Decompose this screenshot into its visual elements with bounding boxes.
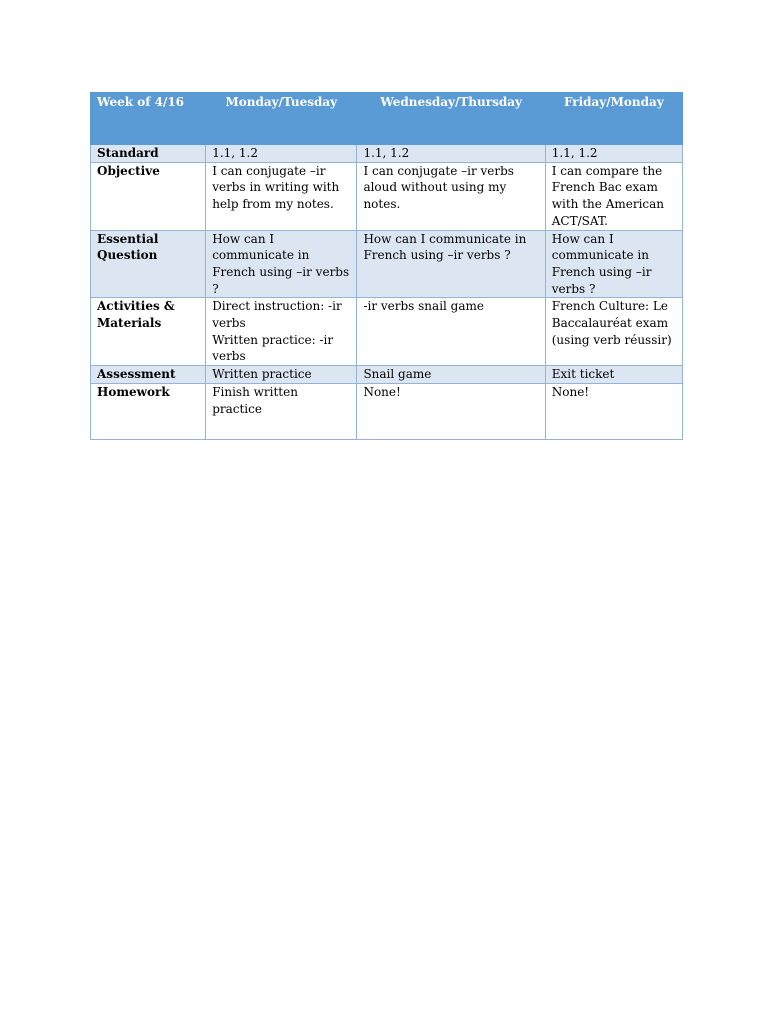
- cell: Snail game: [357, 366, 545, 384]
- cell: 1.1, 1.2: [357, 145, 545, 163]
- row-essential-question: [91, 230, 683, 298]
- row-label: Objective: [91, 162, 206, 230]
- row-label: Homework: [91, 383, 206, 439]
- row-label: Standard: [91, 145, 206, 163]
- cell: I can conjugate –ir verbs aloud without using my notes.: [357, 162, 545, 230]
- header-row: [91, 93, 683, 145]
- header-friday-monday: Friday/Monday: [545, 93, 682, 145]
- cell: Written practice: [206, 366, 357, 384]
- row-label: Activities & Materials: [91, 298, 206, 366]
- lesson-plan-table: [90, 92, 683, 440]
- row-label: Assessment: [91, 366, 206, 384]
- cell: How can I communicate in French using –ir verbs ?: [545, 230, 682, 298]
- header-week: Week of 4/16: [91, 93, 206, 145]
- row-label: Essential Question: [91, 230, 206, 298]
- row-activities-materials: [91, 298, 683, 366]
- cell: Exit ticket: [545, 366, 682, 384]
- cell: Finish written practice: [206, 383, 357, 439]
- cell: None!: [545, 383, 682, 439]
- cell-line: Direct instruction: -ir verbs: [212, 299, 342, 331]
- cell: [206, 298, 357, 366]
- cell: 1.1, 1.2: [545, 145, 682, 163]
- cell: How can I communicate in French using –ir verbs ?: [206, 230, 357, 298]
- header-monday-tuesday: Monday/Tuesday: [206, 93, 357, 145]
- cell: I can conjugate –ir verbs in writing with help from my notes.: [206, 162, 357, 230]
- cell: I can compare the French Bac exam with the American ACT/SAT.: [545, 162, 682, 230]
- row-homework: [91, 383, 683, 439]
- cell: French Culture: Le Baccalauréat exam (using verb réussir): [545, 298, 682, 366]
- cell: -ir verbs snail game: [357, 298, 545, 366]
- header-wednesday-thursday: Wednesday/Thursday: [357, 93, 545, 145]
- row-standard: [91, 145, 683, 163]
- cell: 1.1, 1.2: [206, 145, 357, 163]
- row-assessment: [91, 366, 683, 384]
- cell: None!: [357, 383, 545, 439]
- cell-line: Written practice: -ir verbs: [212, 332, 334, 364]
- cell: How can I communicate in French using –ir verbs ?: [357, 230, 545, 298]
- row-objective: [91, 162, 683, 230]
